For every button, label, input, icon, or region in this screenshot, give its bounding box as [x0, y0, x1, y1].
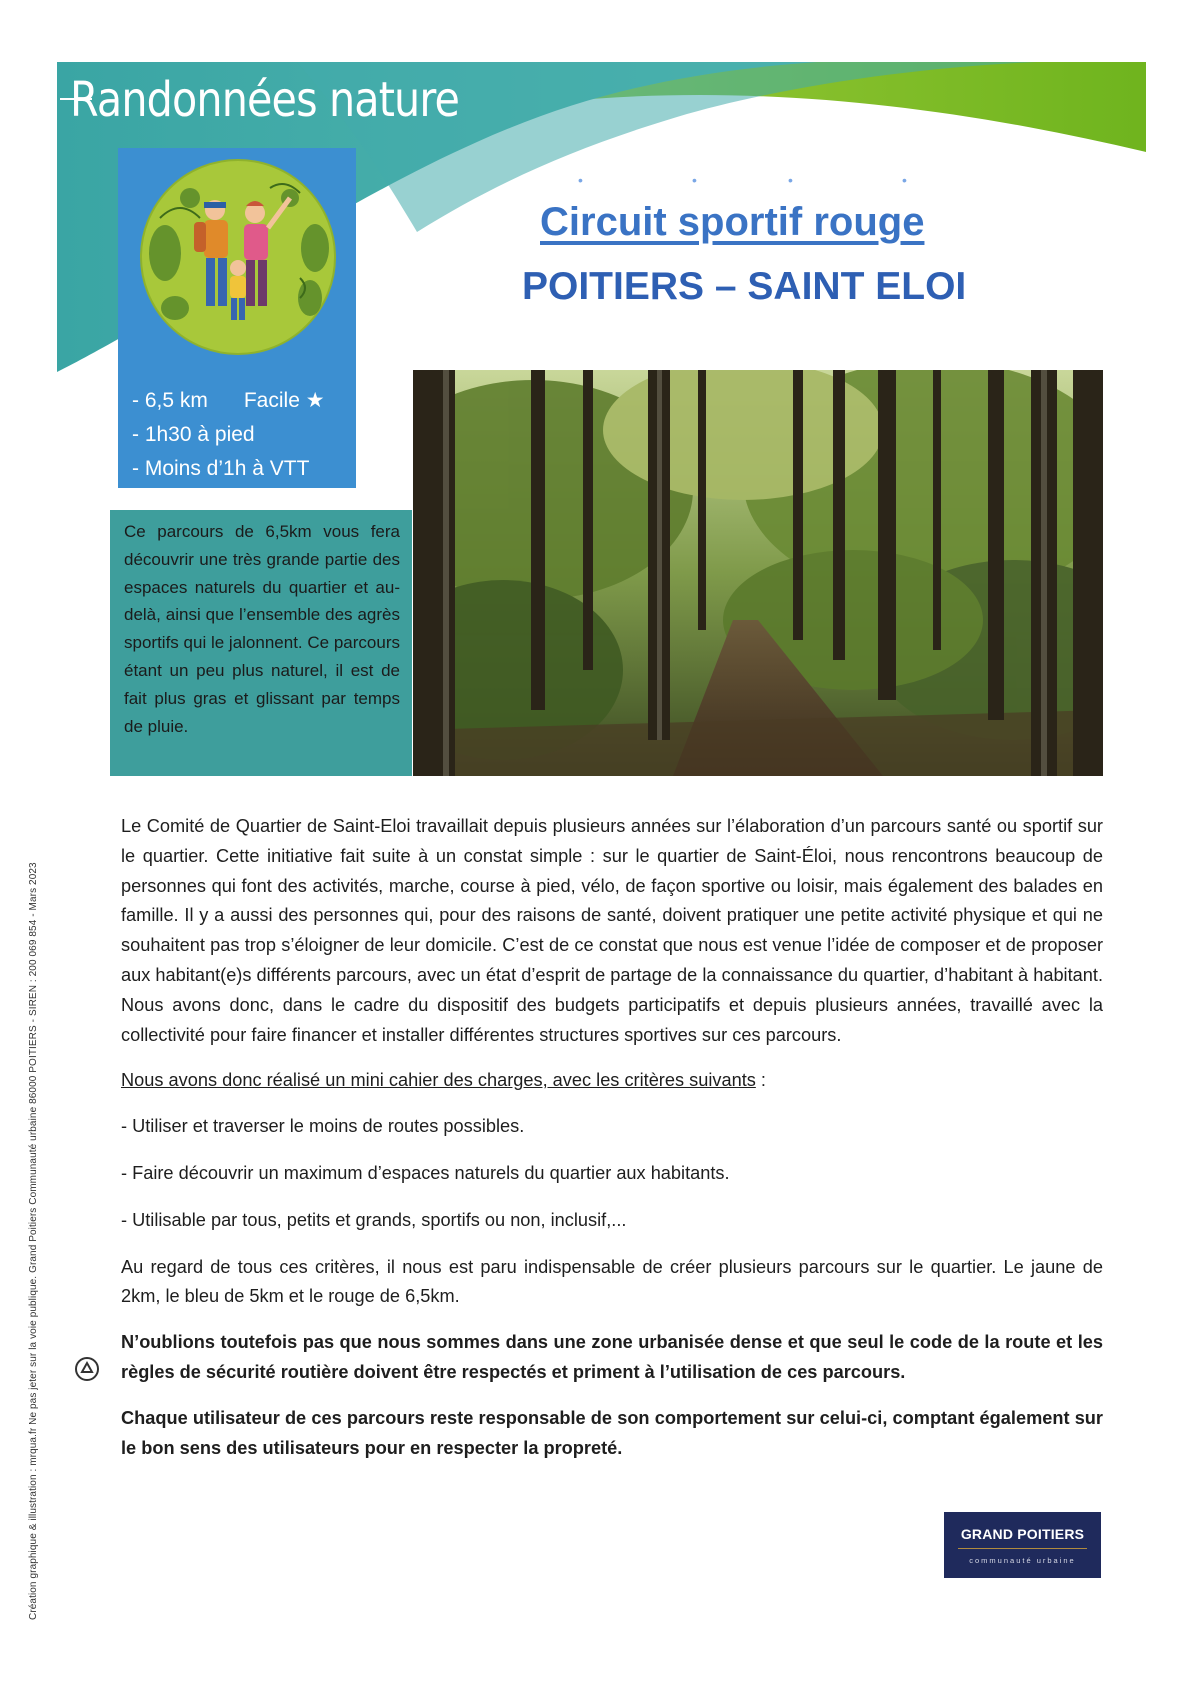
forest-photo: [413, 370, 1103, 776]
body-paragraph: Le Comité de Quartier de Saint-Eloi travaillait depuis plusieurs années sur l’élaboration d’un parcours santé ou sportif sur le quartier. Cette initiative fait suite à un constat simple : sur le quartier de Saint-Éloi, nous rencontrons beaucoup de personnes qui font des activités, marche, course à pied, vélo, de façon sportive ou loisir, mais également des balades en famille. Il y a aussi des personnes qui, pour des raisons de santé, doivent pratiquer une petite activité physique et qui ne souhaitent pas trop s’éloigner de leur domicile. C’est de ce constat que nous est venue l’idée de composer et de proposer aux habitant(e)s différents parcours, avec un état d’esprit de partage de la connaissance du quartier, d’habitant à habitant. Nous avons donc, dans le cadre du dispositif des budgets participatifs et depuis plusieurs années, travaillé avec la collectivité pour faire financer et installer différentes structures sportives sur ces parcours.: [121, 816, 1103, 1045]
body-paragraph: Au regard de tous ces critères, il nous est paru indispensable de créer plusieurs parcours sur le quartier. Le jaune de 2km, le bleu de 5km et le rouge de 6,5km.: [121, 1256, 1103, 1307]
hikers-illustration: [120, 158, 356, 356]
bike-time-label: - Moins d’1h à VTT: [132, 457, 310, 480]
logo-name: GRAND POITIERS: [960, 1526, 1085, 1542]
logo-divider: [958, 1548, 1087, 1549]
faint-mark: •: [578, 172, 583, 188]
warning-paragraph: N’oublions toutefois pas que nous sommes dans une zone urbanisée dense et que seul le code de la route et les règles de sécurité routière doivent être respectés et priment à l’utilisation de ces parcours.: [121, 1332, 1103, 1382]
difficulty-label: Facile ★: [243, 389, 325, 412]
criteria-intro: [121, 1066, 1103, 1096]
stats-panel: [132, 384, 325, 486]
walk-time-label: - 1h30 à pied: [132, 423, 255, 446]
criteria-item: - Faire découvrir un maximum d’espaces naturels du quartier aux habitants.: [121, 1162, 730, 1183]
logo-subtitle: communauté urbaine: [969, 1556, 1076, 1565]
faint-mark: •: [788, 172, 793, 188]
brand-title: Randonnées nature: [70, 72, 460, 128]
faint-mark: •: [692, 172, 697, 188]
criteria-item: - Utiliser et traverser le moins de routes possibles.: [121, 1116, 525, 1137]
intro-text: Ce parcours de 6,5km vous fera découvrir une très grande partie des espaces naturels du quartier et au-delà, ainsi que l’ensemble des agrès sportifs qui le jalonnent. Ce parcours étant un peu plus naturel, il est de fait plus gras et glissant par temps de pluie.: [124, 522, 400, 736]
grand-poitiers-logo: [944, 1512, 1101, 1578]
recycle-icon: [74, 1356, 100, 1382]
distance-label: - 6,5 km: [132, 389, 208, 412]
side-credit: Création graphique & illustration : mrqua.fr Ne pas jeter sur la voie publique. Grand Poitiers Communauté urbaine 86000 POITIERS - SIREN : 200 069 854 - Mars 2023: [28, 862, 39, 1620]
page-subtitle: POITIERS – SAINT ELOI: [522, 265, 967, 308]
criteria-heading: Nous avons donc réalisé un mini cahier des charges, avec les critères suivants: [121, 1070, 756, 1091]
responsibility-paragraph: Chaque utilisateur de ces parcours reste responsable de son comportement sur celui-ci, comptant également sur le bon sens des utilisateurs pour en respecter la propreté.: [121, 1407, 1103, 1458]
criteria-colon: :: [755, 1070, 766, 1091]
faint-mark: •: [902, 172, 907, 188]
page-title: Circuit sportif rouge: [540, 200, 925, 244]
criteria-item: - Utilisable par tous, petits et grands, sportifs ou non, inclusif,...: [121, 1209, 627, 1230]
body-text: [121, 812, 1103, 1479]
